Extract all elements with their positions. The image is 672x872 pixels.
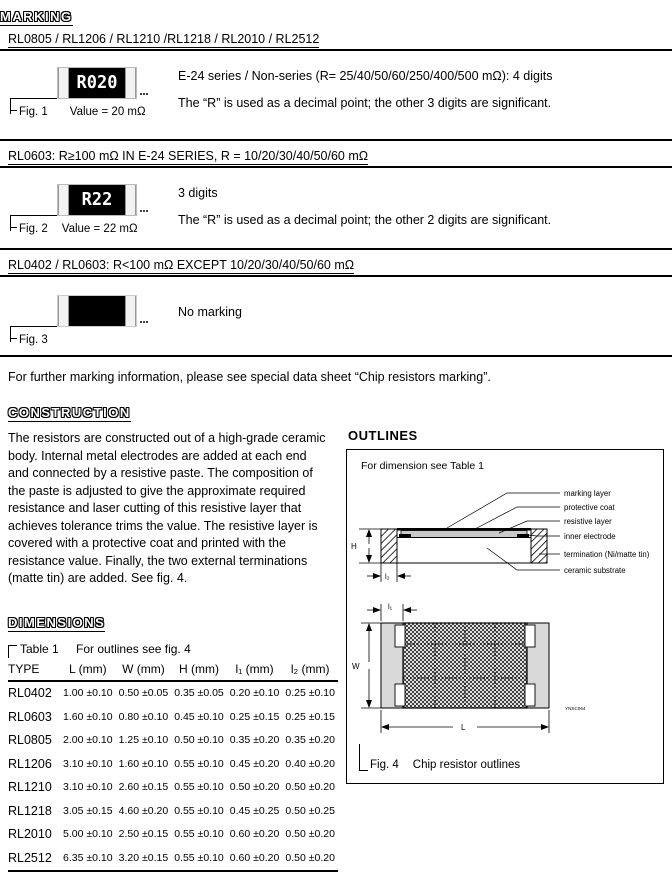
outlines-heading: OUTLINES [348,428,418,443]
fig2-description [178,176,672,240]
drawing-tick [140,93,148,95]
leader-stub [10,338,17,339]
label-marking-layer: marking layer [564,489,611,498]
table-row [8,846,338,871]
marking-section-2 [0,176,672,246]
value-cell: 0.45 ±0.20 [229,757,280,770]
fig1-line1: E-24 series / Non-series (R= 25/40/50/60/250/400/500 mΩ): 4 digits [178,69,553,83]
value-cell: 0.50 ±0.05 [118,687,169,700]
fig2-figure [0,176,178,242]
fig4-caption [359,744,520,771]
series-header: RL0805 / RL1206 / RL1210 /RL1218 / RL2010 / RL2512 [8,32,320,46]
column-header: W (mm) [116,662,172,681]
chip-marking-text: R22 [81,189,113,211]
value-cell: 1.00 ±0.10 [63,687,113,700]
value-cell: 0.35 ±0.20 [285,734,335,747]
chip-termination-cap [58,296,69,326]
table-row [8,681,338,706]
fig3-description [178,287,672,332]
chip-body [69,296,125,326]
value-cell: 0.50 ±0.20 [229,781,280,794]
chip-resistor-drawing [57,184,137,216]
table-label: Table 1 [20,641,59,656]
construction-heading: CONSTRUCTION [8,405,131,420]
top-view-diagram [352,602,586,733]
left-column [0,404,344,872]
value-cell: 0.55 ±0.10 [174,828,224,841]
marking-heading: MARKING [0,9,73,24]
chip-marking-text: R020 [76,72,118,94]
divider [0,275,672,277]
chip-termination-cap [125,68,136,98]
section3-header: RL0402 / RL0603: R<100 mΩ EXCEPT 10/20/30/40/50/60 mΩ [8,258,355,272]
value-cell: 0.50 ±0.20 [282,846,338,871]
value-cell: 0.60 ±0.20 [229,828,280,841]
table-label-row [8,642,344,656]
chip-body [69,185,125,215]
value-cell: 0.50 ±0.20 [285,828,335,841]
column-header: H (mm) [171,662,227,681]
marking-section-3 [0,287,672,353]
leader-stub [10,110,17,111]
fig4-label: Fig. 4 [370,759,399,771]
construction-paragraph: The resistors are constructed out of a high-grade ceramic body. Internal metal electrodes are added at each end and connected by a resistive paste. The composition of the paste is adjusted to give the approximate required resistance and laser cutting of this resistive layer that achieves tolerance trims the value. The resistive layer is covered with a protective coat and printed with the resistance value. Finally, the two external terminations (matte tin) are added. See fig. 4. [8,431,326,585]
fig3-figure [0,287,178,353]
outlines-note: For dimension see Table 1 [361,460,484,472]
value-cell: 3.10 ±0.10 [63,757,113,770]
value-cell: 0.60 ±0.20 [227,846,283,871]
dimensions-heading: DIMENSIONS [8,614,106,630]
value-cell: 1.60 ±0.10 [63,710,113,723]
table-row [8,823,338,847]
value-cell: 0.40 ±0.20 [285,757,335,770]
dim-w-label: W [352,662,360,671]
divider [0,248,672,250]
column-header: l₂ (mm) [282,662,338,681]
chip-termination-cap [58,185,69,215]
label-protective-coat: protective coat [564,503,615,512]
value-cell: 1.60 ±0.10 [118,757,169,770]
label-ceramic-substrate: ceramic substrate [564,566,626,575]
type-cell: RL1210 [8,780,52,795]
marking-section-1 [0,59,672,135]
value-cell: 0.25 ±0.15 [285,710,335,723]
drawing-tick [140,321,148,323]
section2-header: RL0603: R≥100 mΩ IN E-24 SERIES, R = 10/20/30/40/50/60 mΩ [8,149,369,163]
fig3-line1: No marking [178,305,242,319]
header-row [8,662,338,681]
outlines-diagram [347,478,663,740]
type-cell: RL1206 [8,756,52,771]
value-cell: 2.60 ±0.15 [118,781,169,794]
marking-footer-note: For further marking information, please see special data sheet “Chip resistors marking”. [8,370,491,384]
value-cell: 1.25 ±0.10 [118,734,169,747]
value-cell: 6.35 ±0.10 [60,846,116,871]
fig2-line1: 3 digits [178,186,218,200]
fig4-bracket [359,744,368,771]
label-termination: termination (Ni/matte tin) [564,550,650,559]
chip-termination-cap [125,185,136,215]
value-cell: 5.00 ±0.10 [63,828,113,841]
type-cell: RL2010 [8,827,52,842]
datasheet-page [0,8,672,865]
value-cell: 0.25 ±0.15 [229,710,280,723]
value-cell: 0.35 ±0.20 [229,734,280,747]
table-note: For outlines see fig. 4 [76,641,191,656]
value-cell: 3.05 ±0.15 [63,804,113,817]
value-cell: 0.80 ±0.10 [118,710,169,723]
outlines-figure-box [346,449,664,784]
dim-l-label: L [461,723,466,732]
dimensions-table [8,662,338,872]
leader-line [10,98,57,99]
value-cell: 0.55 ±0.10 [174,804,224,817]
fig1-line2: The “R” is used as a decimal point; the other 3 digits are significant. [178,96,552,110]
type-cell: RL0402 [8,686,52,701]
table-bracket [8,645,17,658]
value-cell: 2.00 ±0.10 [63,734,113,747]
divider [0,355,672,357]
table-row [8,705,338,729]
value-cell: 0.50 ±0.25 [285,804,335,817]
table-row [8,729,338,753]
column-header: L (mm) [60,662,116,681]
right-column [344,404,672,872]
table-row [8,776,338,800]
value-cell: 0.55 ±0.10 [171,846,227,871]
type-cell: RL1218 [8,803,52,818]
value-cell: 3.20 ±0.15 [116,846,172,871]
value-cell: 0.25 ±0.10 [285,687,335,700]
divider [0,139,672,141]
value-cell: 0.35 ±0.05 [174,687,224,700]
value-cell: 3.10 ±0.10 [63,781,113,794]
value-cell: 0.50 ±0.10 [174,734,224,747]
table-row [8,752,338,776]
column-header: TYPE [8,662,60,681]
fig2-value: Value = 22 mΩ [61,223,138,235]
fig1-description [178,59,672,123]
leader-stub [10,227,17,228]
column-header: l₁ (mm) [227,662,283,681]
fig1-value: Value = 20 mΩ [69,106,146,118]
value-cell: 0.45 ±0.10 [174,710,224,723]
value-cell: 2.50 ±0.15 [118,828,169,841]
value-cell: 0.45 ±0.25 [229,804,280,817]
drawing-tick [140,210,148,212]
fig2-line2: The “R” is used as a decimal point; the other 2 digits are significant. [178,213,552,227]
type-cell: RL2512 [8,846,60,871]
fig3-label: Fig. 3 [19,334,48,346]
dim-l1-label: l₁ [388,602,393,611]
leader-line [10,326,57,327]
dim-l2-label: l₂ [385,572,390,581]
label-resistive-layer: resistive layer [564,517,612,526]
label-inner-electrode: inner electrode [564,532,616,541]
divider [0,49,672,51]
table-body [8,681,338,871]
chip-termination-cap [125,296,136,326]
value-cell: 0.20 ±0.10 [229,687,280,700]
bottom-area [0,404,672,872]
leader-line [10,215,57,216]
drawing-code: YNSC064 [565,706,586,711]
chip-termination-cap [58,68,69,98]
value-cell: 4.60 ±0.20 [118,804,169,817]
table-row [8,799,338,823]
fig1-label: Fig. 1 [19,106,48,118]
value-cell: 0.55 ±0.10 [174,781,224,794]
fig2-label: Fig. 2 [19,223,48,235]
divider [0,166,672,168]
table-header [8,662,338,681]
type-cell: RL0805 [8,733,52,748]
chip-resistor-drawing [57,295,137,327]
dim-h-label: H [351,542,357,551]
chip-resistor-drawing [57,67,137,99]
type-cell: RL0603 [8,709,52,724]
fig4-caption-text: Chip resistor outlines [412,759,521,771]
cross-section-diagram [351,489,650,582]
chip-body [69,68,125,98]
value-cell: 0.50 ±0.20 [285,781,335,794]
value-cell: 0.55 ±0.10 [174,757,224,770]
fig1-figure [0,59,178,125]
